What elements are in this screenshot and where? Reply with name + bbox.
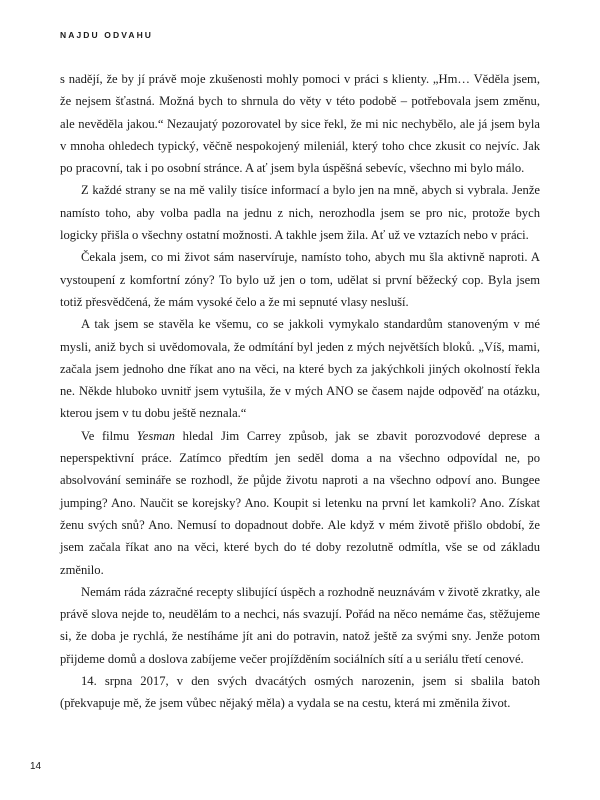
paragraph-2: Z každé strany se na mě valily tisíce informací a bylo jen na mně, abych si vybrala. Jenže namísto toho, aby volba padla na jednu z nich, nerozhodla jsem se pro nic, protože bych logicky přišla o všechny ostatní možnosti. A takhle jsem žila. Ať už ve vztazích nebo v práci. [60,183,540,243]
paragraph-5 [60,425,540,581]
paragraph-1: s nadějí, že by jí právě moje zkušenosti mohly pomoci v práci s klienty. „Hm… Věděla jsem, že nejsem šťastná. Možná bych to shrnula do věty v této podobě – potřebovala jsem změnu, ale nevěděla jakou.“ Nezaujatý pozorovatel by sice řekl, že mi nic nechybělo, ale já jsem byla v mnoha ohledech typický, věčně nespokojený mileniál, který toho chce zkusit co nejvíc. Jak po pracovní, tak i po osobní stránce. A ať jsem byla úspěšná sebevíc, všechno mi bylo málo. [60,72,540,176]
body-text [60,68,540,715]
film-title: Yesman [136,428,175,443]
paragraph-4: A tak jsem se stavěla ke všemu, co se jakkoli vymykalo standardům stanoveným v mé mysli, aniž bych si uvědomovala, že odmítání byl jeden z mých největších bloků. „Víš, mami, začala jsem jednoho dne říkat ano na věci, na které bych za jakýchkoli jiných okolností řekla ne. Někde hluboko uvnitř jsem vytušila, že v mých ANO se časem najde odpověď na otázku, kterou jsem v tu dobu ještě neznala.“ [60,317,540,421]
page-number: 14 [30,761,42,772]
running-head: NAJDU ODVAHU [60,30,154,40]
paragraph-3: Čekala jsem, co mi život sám naservíruje, namísto toho, abych mu šla aktivně naproti. A vystoupení z komfortní zóny? To bylo už jen o tom, udělat si první běžecký cop. Byla jsem totiž přesvědčená, že mám vysoké čelo a že mi sepnuté vlasy nesluší. [60,250,540,309]
paragraph-5-lead: Ve filmu [81,428,137,443]
paragraph-7: 14. srpna 2017, v den svých dvacátých osmých narozenin, jsem si sbalila batoh (překvapuje mě, že jsem vůbec nějaký měla) a vydala se na cestu, která mi změnila život. [60,674,540,711]
paragraph-6: Nemám ráda zázračné recepty slibující úspěch a rozhodně neuznávám v životě zkratky, ale právě slova nejde to, neudělám to a nechci, nás svazují. Pořád na něco nemáme čas, stěžujeme si, že doba je rychlá, že nestíháme jít ani do potravin, natož ještě za svými sny. Jenže potom přijdeme domů a doslova zabíjeme večer projížděním sociálních sítí a u seriálu třetí cenové. [60,584,540,666]
paragraph-5-rest: hledal Jim Carrey způsob, jak se zbavit porozvodové deprese a neperspektivní práce. Zatímco předtím jen seděl doma a na všechno odpovídal ne, po absolvování semináře se rozhodl, že půjde životu naproti a na všechno odpoví ano. Bungee jumping? Ano. Naučit se korejsky? Ano. Koupit si letenku na první let kamkoli? Ano. Získat ženu svých snů? Ano. Nemusí to dopadnout dobře. Ale když v mém životě přišlo období, že jsem začala říkat ano na věci, které bych do té doby rezolutně odmítla, vše se od základu změnilo. [60,428,540,577]
